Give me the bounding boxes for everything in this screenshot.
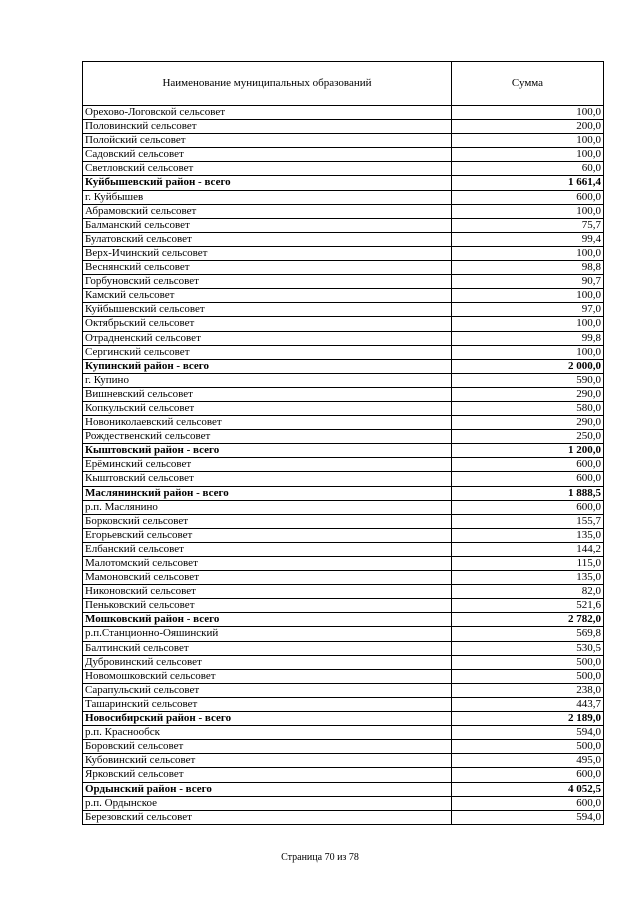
table-row	[83, 768, 604, 782]
municipality-name: Боровский сельсовет	[83, 740, 452, 754]
table-row	[83, 401, 604, 415]
sum-value: 4 052,5	[452, 782, 604, 796]
table-row	[83, 655, 604, 669]
sum-value: 90,7	[452, 275, 604, 289]
table-row	[83, 740, 604, 754]
municipality-name: Сергинский сельсовет	[83, 345, 452, 359]
sum-value: 569,8	[452, 627, 604, 641]
sum-value: 600,0	[452, 458, 604, 472]
municipality-name: Мошковский район - всего	[83, 613, 452, 627]
table-row	[83, 148, 604, 162]
sum-value: 590,0	[452, 373, 604, 387]
table-row	[83, 430, 604, 444]
table-row	[83, 162, 604, 176]
table-row	[83, 472, 604, 486]
sum-value: 100,0	[452, 204, 604, 218]
sum-value: 530,5	[452, 641, 604, 655]
table-row	[83, 557, 604, 571]
sum-value: 2 782,0	[452, 613, 604, 627]
sum-value: 238,0	[452, 683, 604, 697]
sum-value: 443,7	[452, 697, 604, 711]
municipality-name: Камский сельсовет	[83, 289, 452, 303]
table-row	[83, 190, 604, 204]
municipality-name: Новосибирский район - всего	[83, 712, 452, 726]
municipality-name: Вишневский сельсовет	[83, 387, 452, 401]
municipality-name: Новомошковский сельсовет	[83, 669, 452, 683]
sum-value: 250,0	[452, 430, 604, 444]
municipality-name: Ордынский район - всего	[83, 782, 452, 796]
sum-value: 144,2	[452, 542, 604, 556]
sum-value: 100,0	[452, 246, 604, 260]
sum-value: 600,0	[452, 472, 604, 486]
table-row	[83, 810, 604, 824]
sum-value: 115,0	[452, 557, 604, 571]
table-row	[83, 683, 604, 697]
table-row	[83, 796, 604, 810]
table-row	[83, 246, 604, 260]
table-row	[83, 571, 604, 585]
table-row	[83, 275, 604, 289]
municipality-name: Сарапульский сельсовет	[83, 683, 452, 697]
sum-value: 500,0	[452, 655, 604, 669]
table-row	[83, 373, 604, 387]
table-row	[83, 303, 604, 317]
municipality-name: Никоновский сельсовет	[83, 585, 452, 599]
table-body	[83, 106, 604, 825]
sum-value: 600,0	[452, 768, 604, 782]
table-row	[83, 317, 604, 331]
table-row	[83, 585, 604, 599]
table-row	[83, 542, 604, 556]
municipality-name: Березовский сельсовет	[83, 810, 452, 824]
sum-value: 97,0	[452, 303, 604, 317]
table-row	[83, 416, 604, 430]
sum-value: 495,0	[452, 754, 604, 768]
municipality-name: Елбанский сельсовет	[83, 542, 452, 556]
district-total-row	[83, 444, 604, 458]
municipality-name: р.п. Маслянино	[83, 500, 452, 514]
municipality-name: Новониколаевский сельсовет	[83, 416, 452, 430]
sum-value: 2 000,0	[452, 359, 604, 373]
municipality-name: Ерёминский сельсовет	[83, 458, 452, 472]
municipality-name: Кубовинский сельсовет	[83, 754, 452, 768]
table-row	[83, 627, 604, 641]
municipality-name: р.п. Краснообск	[83, 726, 452, 740]
municipality-name: г. Купино	[83, 373, 452, 387]
municipality-name: Дубровинский сельсовет	[83, 655, 452, 669]
municipality-name: Половинский сельсовет	[83, 120, 452, 134]
municipality-name: Пеньковский сельсовет	[83, 599, 452, 613]
table-row	[83, 232, 604, 246]
sum-value: 100,0	[452, 317, 604, 331]
sum-value: 600,0	[452, 500, 604, 514]
table-header-row	[83, 62, 604, 106]
municipality-name: Мамоновский сельсовет	[83, 571, 452, 585]
municipality-name: Купинский район - всего	[83, 359, 452, 373]
municipality-name: Булатовский сельсовет	[83, 232, 452, 246]
sum-value: 135,0	[452, 528, 604, 542]
sum-value: 600,0	[452, 796, 604, 810]
table-row	[83, 345, 604, 359]
table-row	[83, 500, 604, 514]
table-row	[83, 697, 604, 711]
sum-value: 99,4	[452, 232, 604, 246]
sum-value: 100,0	[452, 289, 604, 303]
table-row	[83, 261, 604, 275]
sum-value: 594,0	[452, 726, 604, 740]
municipality-name: Балманский сельсовет	[83, 218, 452, 232]
municipality-name: Октябрьский сельсовет	[83, 317, 452, 331]
table-row	[83, 106, 604, 120]
municipality-name: Егорьевский сельсовет	[83, 528, 452, 542]
municipal-sums-table	[82, 61, 604, 825]
table-row	[83, 331, 604, 345]
table-row	[83, 120, 604, 134]
table-row	[83, 599, 604, 613]
sum-value: 594,0	[452, 810, 604, 824]
sum-value: 135,0	[452, 571, 604, 585]
table-row	[83, 641, 604, 655]
sum-value: 1 200,0	[452, 444, 604, 458]
municipality-name: Веснянский сельсовет	[83, 261, 452, 275]
table-row	[83, 134, 604, 148]
header-name-column: Наименование муниципальных образований	[83, 62, 452, 106]
municipality-name: Горбуновский сельсовет	[83, 275, 452, 289]
sum-value: 99,8	[452, 331, 604, 345]
municipality-name: Садовский сельсовет	[83, 148, 452, 162]
district-total-row	[83, 712, 604, 726]
municipality-name: Ярковский сельсовет	[83, 768, 452, 782]
table-row	[83, 204, 604, 218]
municipality-name: Полойский сельсовет	[83, 134, 452, 148]
municipality-name: Орехово-Логовской сельсовет	[83, 106, 452, 120]
district-total-row	[83, 176, 604, 190]
sum-value: 521,6	[452, 599, 604, 613]
sum-value: 500,0	[452, 740, 604, 754]
municipality-name: Светловский сельсовет	[83, 162, 452, 176]
sum-value: 500,0	[452, 669, 604, 683]
sum-value: 200,0	[452, 120, 604, 134]
table-row	[83, 458, 604, 472]
municipality-name: Рождественский сельсовет	[83, 430, 452, 444]
municipality-name: Куйбышевский район - всего	[83, 176, 452, 190]
municipality-name: г. Куйбышев	[83, 190, 452, 204]
municipality-name: Абрамовский сельсовет	[83, 204, 452, 218]
sum-value: 100,0	[452, 148, 604, 162]
district-total-row	[83, 486, 604, 500]
municipality-name: Борковский сельсовет	[83, 514, 452, 528]
table-row	[83, 387, 604, 401]
table-row	[83, 726, 604, 740]
municipality-name: Балтинский сельсовет	[83, 641, 452, 655]
table-row	[83, 754, 604, 768]
municipality-name: Ташаринский сельсовет	[83, 697, 452, 711]
municipality-name: Кыштовский сельсовет	[83, 472, 452, 486]
sum-value: 100,0	[452, 345, 604, 359]
table-row	[83, 514, 604, 528]
district-total-row	[83, 359, 604, 373]
municipality-name: Копкульский сельсовет	[83, 401, 452, 415]
sum-value: 1 661,4	[452, 176, 604, 190]
municipality-name: Маслянинский район - всего	[83, 486, 452, 500]
municipality-name: р.п.Станционно-Ояшинский	[83, 627, 452, 641]
table-row	[83, 528, 604, 542]
sum-value: 82,0	[452, 585, 604, 599]
header-sum-column: Сумма	[452, 62, 604, 106]
sum-value: 1 888,5	[452, 486, 604, 500]
sum-value: 60,0	[452, 162, 604, 176]
municipality-name: Верх-Ичинский сельсовет	[83, 246, 452, 260]
sum-value: 290,0	[452, 416, 604, 430]
sum-value: 155,7	[452, 514, 604, 528]
sum-value: 75,7	[452, 218, 604, 232]
sum-value: 2 189,0	[452, 712, 604, 726]
table-row	[83, 669, 604, 683]
sum-value: 290,0	[452, 387, 604, 401]
table-row	[83, 218, 604, 232]
municipality-name: Отрадненский сельсовет	[83, 331, 452, 345]
district-total-row	[83, 613, 604, 627]
sum-value: 580,0	[452, 401, 604, 415]
sum-value: 100,0	[452, 134, 604, 148]
table-row	[83, 289, 604, 303]
district-total-row	[83, 782, 604, 796]
municipality-name: Малотомский сельсовет	[83, 557, 452, 571]
municipality-name: Куйбышевский сельсовет	[83, 303, 452, 317]
sum-value: 100,0	[452, 106, 604, 120]
sum-value: 98,8	[452, 261, 604, 275]
municipality-name: р.п. Ордынское	[83, 796, 452, 810]
page-number: Страница 70 из 78	[281, 852, 359, 863]
municipality-name: Кыштовский район - всего	[83, 444, 452, 458]
sum-value: 600,0	[452, 190, 604, 204]
